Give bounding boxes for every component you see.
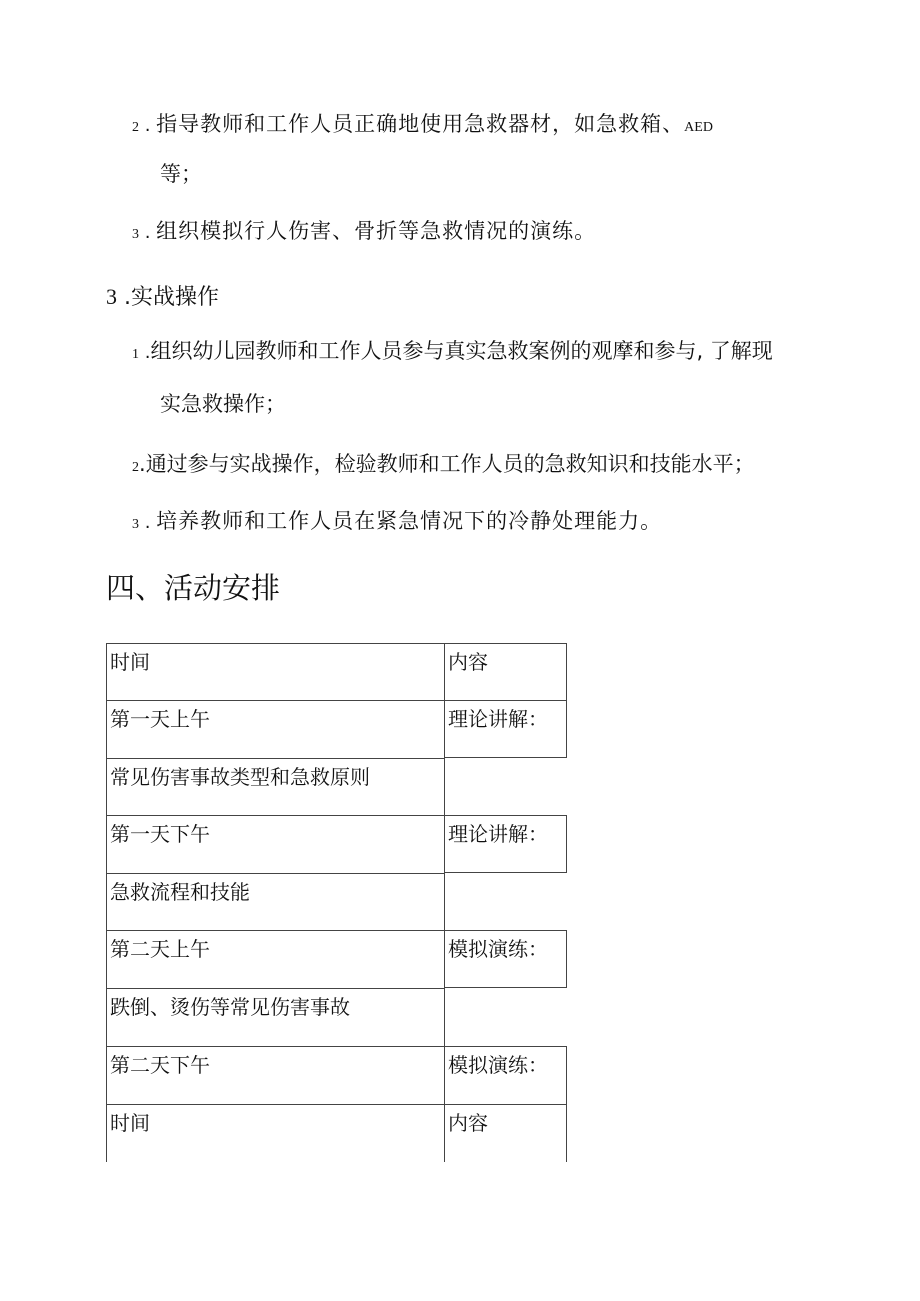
- item-text: 实战操作: [131, 285, 220, 310]
- table-cell-time-header: 时间: [106, 643, 445, 701]
- table-cell-left: 第一天上午: [106, 700, 445, 758]
- item-number: 2: [132, 120, 139, 135]
- list-item: [132, 110, 713, 142]
- item-number: 3: [132, 227, 139, 242]
- list-item: [132, 337, 773, 369]
- item-separator: .: [117, 285, 131, 310]
- item-text: 组织幼儿园教师和工作人员参与真实急救案例的观摩和参与, 了解现: [150, 339, 773, 363]
- item-text: 实急救操作；: [160, 392, 286, 416]
- item-separator: .: [139, 342, 151, 363]
- table-cell-right: 模拟演练：: [444, 930, 567, 988]
- item-number: 1: [132, 347, 139, 362]
- item-number: 3: [132, 517, 139, 532]
- table-cell-left: 第一天下午: [106, 815, 445, 873]
- list-item-continuation: [160, 160, 202, 188]
- list-item: [132, 450, 755, 482]
- item-text: 组织模拟行人伤害、骨折等急救情况的演练。: [156, 219, 597, 243]
- table-cell-left: 第二天上午: [106, 930, 445, 988]
- item-separator: .: [139, 452, 146, 476]
- item-text: 等；: [160, 162, 202, 186]
- table-cell-left: 第二天下午: [106, 1046, 445, 1104]
- item-separator: .: [139, 512, 157, 533]
- table-cell-left: 常见伤害事故类型和急救原则: [106, 758, 445, 816]
- table-cell-right: [444, 758, 567, 816]
- item-separator: .: [139, 222, 157, 243]
- table-cell-left: 时间: [106, 1104, 445, 1162]
- item-text: 通过参与实战操作，检验教师和工作人员的急救知识和技能水平；: [145, 452, 755, 476]
- section-heading: 四、活动安排: [106, 571, 281, 605]
- item-text: 指导教师和工作人员正确地使用急救器材，如急救箱、: [156, 112, 685, 136]
- list-item: [132, 217, 596, 249]
- list-item-continuation: [160, 390, 286, 418]
- item-text: 培养教师和工作人员在紧急情况下的冷静处理能力。: [156, 509, 663, 533]
- table-cell-right: [444, 988, 567, 1046]
- table-cell-left: 跌倒、烫伤等常见伤害事故: [106, 988, 445, 1046]
- table-cell-right: [444, 873, 567, 931]
- table-cell-right: 模拟演练：: [444, 1046, 567, 1104]
- table-cell-right: 理论讲解：: [444, 815, 567, 873]
- item-number: 3: [106, 284, 117, 309]
- table-cell-left: 急救流程和技能: [106, 873, 445, 931]
- table-cell-right: 理论讲解：: [444, 700, 567, 758]
- table-cell-content-header: 内容: [444, 643, 567, 701]
- item-separator: .: [139, 115, 157, 136]
- item-number: 2: [132, 460, 139, 475]
- item-latin-text: AED: [684, 120, 713, 135]
- subsection-heading: [106, 283, 219, 312]
- list-item: [132, 507, 662, 539]
- table-cell-right: 内容: [444, 1104, 567, 1162]
